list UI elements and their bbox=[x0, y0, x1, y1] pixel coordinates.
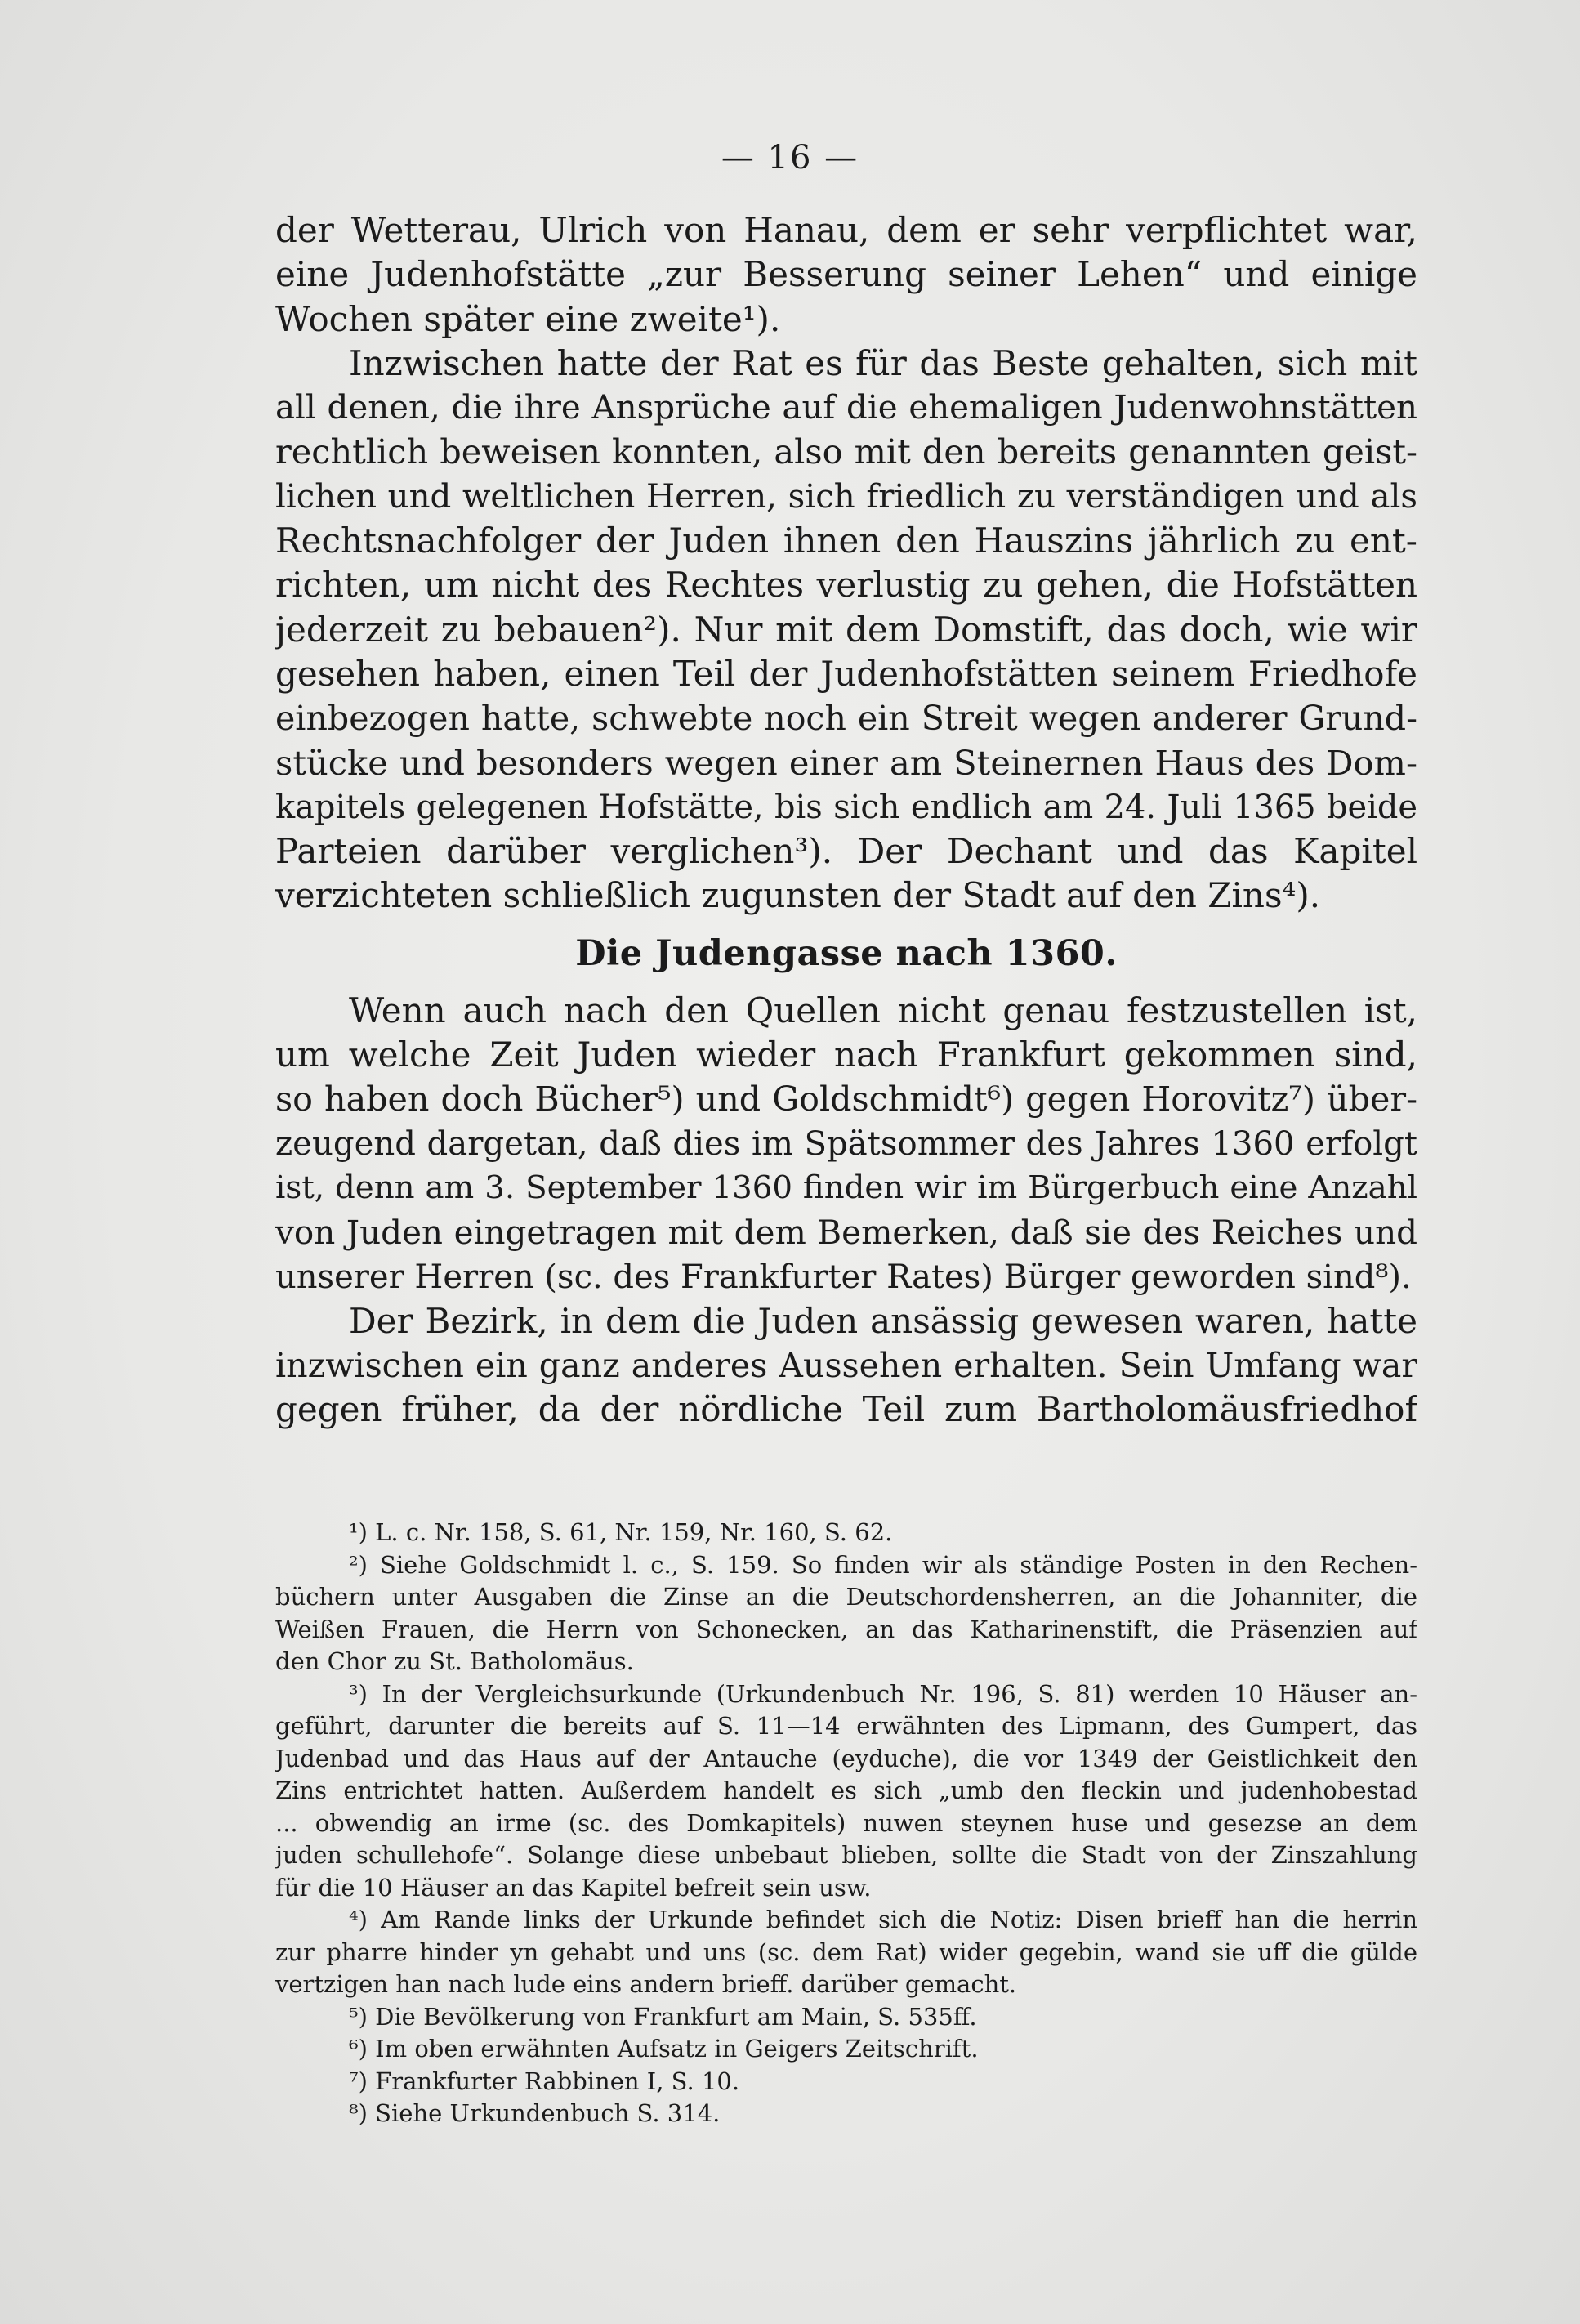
text-line: von Juden eingetragen mit dem Bemerken, daß sie des Reiches und bbox=[275, 1213, 1417, 1253]
footnote-line: den Chor zu St. Batholomäus. bbox=[275, 1647, 634, 1675]
text-line: Rechtsnachfolger der Juden ihnen den Hauszins jährlich zu ent- bbox=[275, 521, 1417, 561]
text-line: all denen, die ihre Ansprüche auf die ehemaligen Judenwohnstätten bbox=[275, 388, 1417, 427]
footnote-line: ³) In der Vergleichsurkunde (Urkundenbuch Nr. 196, S. 81) werden 10 Häuser an- bbox=[349, 1679, 1417, 1708]
text-line: gesehen haben, einen Teil der Judenhofstätten seinem Friedhofe bbox=[275, 653, 1417, 694]
body-text bbox=[275, 208, 1417, 1432]
footnote-line: ⁴) Am Rande links der Urkunde befindet sich die Notiz: Disen brieff han die herrin bbox=[349, 1906, 1417, 1933]
page-number: — 16 — bbox=[721, 139, 859, 177]
text-line: Wenn auch nach den Quellen nicht genau festzustellen ist, bbox=[349, 990, 1417, 1030]
text-line: Wochen später eine zweite¹). bbox=[275, 298, 781, 339]
text-line: unserer Herren (sc. des Frankfurter Rates) Bürger geworden sind⁸). bbox=[275, 1258, 1412, 1296]
text-line: eine Judenhofstätte „zur Besserung seiner Lehen“ und einige bbox=[275, 254, 1417, 295]
footnote-line: Weißen Frauen, die Herrn von Schonecken, an das Katharinenstift, die Präsenzien auf bbox=[275, 1615, 1417, 1643]
text-line: gegen früher, da der nördliche Teil zum Bartholomäusfriedhof bbox=[275, 1389, 1417, 1430]
footnote-line: Zins entrichtet hatten. Außerdem handelt es sich „umb den fleckin und judenhobestad bbox=[275, 1777, 1417, 1804]
footnote-line: für die 10 Häuser an das Kapitel befreit sein usw. bbox=[275, 1873, 872, 1902]
text-line: zeugend dargetan, daß dies im Spätsommer des Jahres 1360 erfolgt bbox=[275, 1124, 1417, 1163]
text-line: so haben doch Bücher⁵) und Goldschmidt⁶) gegen Horovitz⁷) über- bbox=[275, 1079, 1417, 1120]
footnote-line: geführt, darunter die bereits auf S. 11—14 erwähnten des Lipmann, des Gumpert, das bbox=[275, 1712, 1417, 1740]
section-heading: Die Judengasse nach 1360. bbox=[575, 932, 1118, 974]
text-line: verzichteten schließlich zugunsten der Stadt auf den Zins⁴). bbox=[275, 875, 1321, 916]
footnote-line: ⁵) Die Bevölkerung von Frankfurt am Main, S. 535ff. bbox=[349, 2002, 977, 2031]
text-line: der Wetterau, Ulrich von Hanau, dem er sehr verpflichtet war, bbox=[275, 210, 1417, 250]
text-line: Parteien darüber verglichen³). Der Dechant und das Kapitel bbox=[275, 831, 1417, 872]
text-line: jederzeit zu bebauen²). Nur mit dem Domstift, das doch, wie wir bbox=[275, 609, 1417, 650]
text-line: Der Bezirk, in dem die Juden ansässig gewesen waren, hatte bbox=[349, 1300, 1417, 1341]
text-line: inzwischen ein ganz anderes Aussehen erhalten. Sein Umfang war bbox=[275, 1346, 1417, 1386]
text-line: ist, denn am 3. September 1360 finden wir im Bürgerbuch eine Anzahl bbox=[275, 1169, 1417, 1206]
text-line: Inzwischen hatte der Rat es für das Beste gehalten, sich mit bbox=[349, 342, 1417, 383]
footnote-line: Judenbad und das Haus auf der Antauche (eyduche), die vor 1349 der Geistlichkeit den bbox=[275, 1744, 1417, 1772]
footnote-line: juden schullehofe“. Solange diese unbebaut blieben, sollte die Stadt von der Zinszahlung bbox=[275, 1841, 1417, 1869]
footnotes bbox=[275, 1517, 1417, 2130]
text-line: rechtlich beweisen konnten, also mit den bereits genannten geist- bbox=[275, 432, 1417, 472]
text-line: stücke und besonders wegen einer am Steinernen Haus des Dom- bbox=[275, 742, 1417, 783]
text-line: einbezogen hatte, schwebte noch ein Streit wegen anderer Grund- bbox=[275, 699, 1417, 739]
text-line: lichen und weltlichen Herren, sich friedlich zu verständigen und als bbox=[275, 477, 1417, 516]
text-line: kapitels gelegenen Hofstätte, bis sich endlich am 24. Juli 1365 beide bbox=[275, 788, 1417, 826]
footnote-line: ... obwendig an irme (sc. des Domkapitels) nuwen steynen huse und gesezse an dem bbox=[275, 1808, 1417, 1837]
footnote-line: ⁸) Siehe Urkundenbuch S. 314. bbox=[349, 2099, 721, 2127]
footnote-line: ²) Siehe Goldschmidt l. c., S. 159. So finden wir als ständige Posten in den Rechen- bbox=[349, 1550, 1417, 1579]
footnote-line: ⁶) Im oben erwähnten Aufsatz in Geigers Zeitschrift. bbox=[349, 2035, 979, 2063]
footnote-line: ⁷) Frankfurter Rabbinen I, S. 10. bbox=[349, 2067, 740, 2095]
footnote-line: zur pharre hinder yn gehabt und uns (sc. dem Rat) wider gegebin, wand sie uff die gülde bbox=[275, 1937, 1417, 1966]
footnote-line: büchern unter Ausgaben die Zinse an die Deutschordensherren, an die Johanniter, die bbox=[275, 1583, 1417, 1611]
text-line: richten, um nicht des Rechtes verlustig zu gehen, die Hofstätten bbox=[275, 565, 1417, 606]
text-line: um welche Zeit Juden wieder nach Frankfurt gekommen sind, bbox=[275, 1035, 1417, 1075]
footnote-line: vertzigen han nach lude eins andern brieff. darüber gemacht. bbox=[275, 1970, 1017, 1998]
footnote-line: ¹) L. c. Nr. 158, S. 61, Nr. 159, Nr. 160, S. 62. bbox=[349, 1518, 893, 1546]
